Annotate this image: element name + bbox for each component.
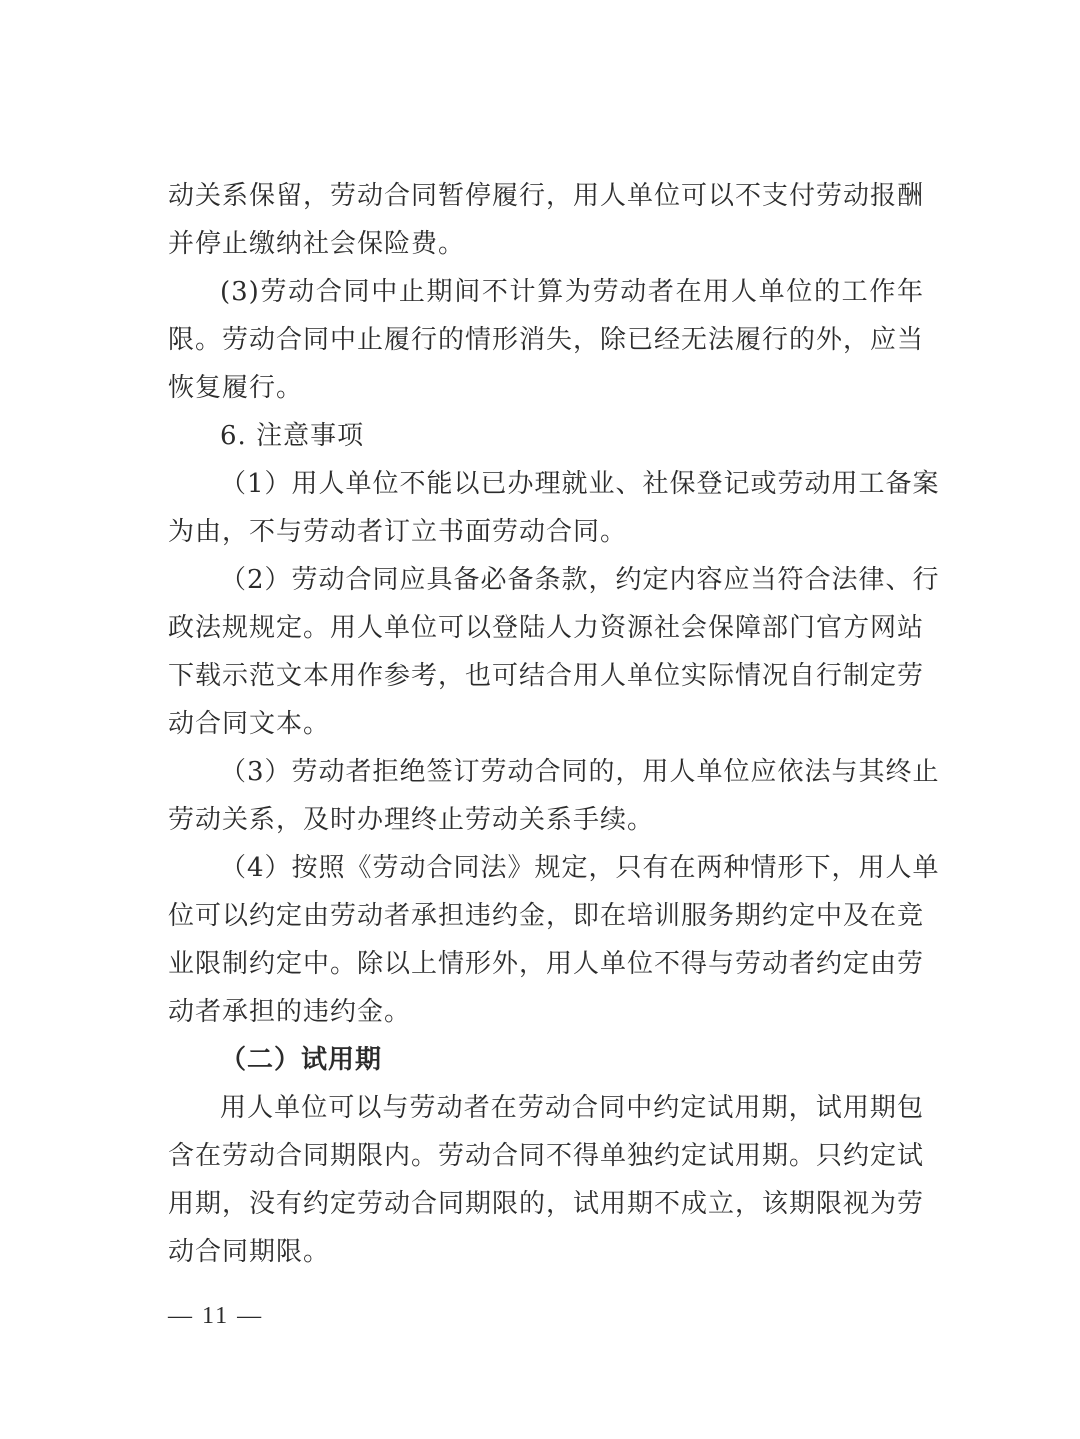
text-line: 下载示范文本用作参考，也可结合用人单位实际情况自行制定劳 xyxy=(168,661,925,691)
paragraph xyxy=(168,556,940,748)
text-line: （3）劳动者拒绝签订劳动合同的，用人单位应依法与其终止 xyxy=(220,757,940,787)
text-line: 位可以约定由劳动者承担违约金，即在培训服务期约定中及在竞 xyxy=(168,901,925,931)
text-line: 恢复履行。 xyxy=(168,373,304,403)
text-line: （2）劳动合同应具备必备条款，约定内容应当符合法律、行 xyxy=(220,565,940,595)
paragraph xyxy=(168,460,940,556)
section-heading xyxy=(168,412,924,460)
text-line: （4）按照《劳动合同法》规定，只有在两种情形下，用人单 xyxy=(220,853,940,883)
paragraph xyxy=(168,268,924,412)
text-line: 为由，不与劳动者订立书面劳动合同。 xyxy=(168,517,628,547)
text-line: 用人单位可以与劳动者在劳动合同中约定试用期，试用期包 xyxy=(220,1093,924,1123)
text-line: (3)劳动合同中止期间不计算为劳动者在用人单位的工作年 xyxy=(220,277,924,307)
section-heading xyxy=(168,1036,924,1084)
paragraph xyxy=(168,844,940,1036)
text-line: 用期，没有约定劳动合同期限的，试用期不成立，该期限视为劳 xyxy=(168,1189,925,1219)
text-line: 动合同期限。 xyxy=(168,1237,331,1267)
text-line: 政法规规定。用人单位可以登陆人力资源社会保障部门官方网站 xyxy=(168,613,925,643)
document-body xyxy=(168,172,940,1276)
text-line: 动合同文本。 xyxy=(168,709,331,739)
text-line: 业限制约定中。除以上情形外，用人单位不得与劳动者约定由劳 xyxy=(168,949,925,979)
text-line: 并停止缴纳社会保险费。 xyxy=(168,229,466,259)
text-line: 含在劳动合同期限内。劳动合同不得单独约定试用期。只约定试 xyxy=(168,1141,925,1171)
heading-text: 6. 注意事项 xyxy=(220,421,365,451)
page-number: — 11 — xyxy=(168,1303,264,1329)
paragraph xyxy=(168,172,924,268)
text-line: 劳动关系，及时办理终止劳动关系手续。 xyxy=(168,805,655,835)
text-line: 动者承担的违约金。 xyxy=(168,997,412,1027)
text-line: 限。劳动合同中止履行的情形消失，除已经无法履行的外，应当 xyxy=(168,325,925,355)
text-line: （1）用人单位不能以已办理就业、社保登记或劳动用工备案 xyxy=(220,469,940,499)
text-line: 动关系保留，劳动合同暂停履行，用人单位可以不支付劳动报酬 xyxy=(168,181,925,211)
heading-text: （二）试用期 xyxy=(220,1045,383,1075)
paragraph xyxy=(168,748,940,844)
paragraph xyxy=(168,1084,924,1276)
